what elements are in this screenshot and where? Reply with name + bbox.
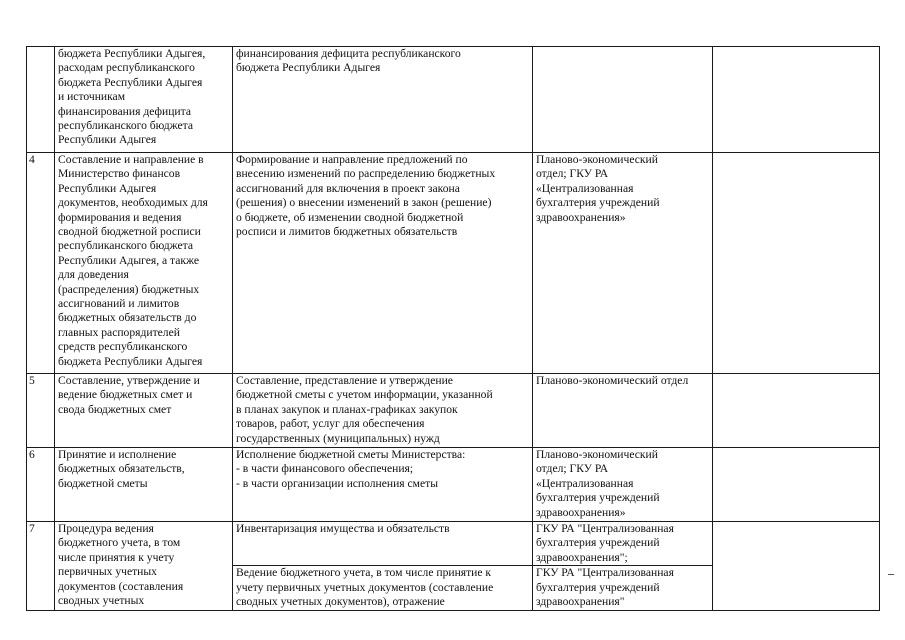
row-number-cell: 5: [27, 374, 55, 448]
responsible-cell: ГКУ РА "Централизованная бухгалтерия учреждений здравоохранения";: [533, 522, 713, 566]
content-cell: финансирования дефицита республиканского бюджета Республики Адыгея: [233, 47, 533, 153]
content-cell: Составление, представление и утверждение бюджетной сметы с учетом информации, указанной в планах закупок и планах-графиках закупок товаров, работ, услуг для обеспечения государственных (муниципальных) нужд: [233, 374, 533, 448]
responsible-cell: Планово-экономический отдел; ГКУ РА «Централизованная бухгалтерия учреждений здравоохранения»: [533, 448, 713, 522]
responsible-cell: Планово-экономический отдел: [533, 374, 713, 448]
extra-cell: [713, 448, 880, 522]
scan-artifact: [888, 574, 894, 575]
content-cell: Ведение бюджетного учета, в том числе принятие к учету первичных учетных документов (составление сводных учетных документов), отражение: [233, 566, 533, 611]
extra-cell: [713, 153, 880, 374]
row-number-cell: 4: [27, 153, 55, 374]
table-row: [27, 522, 880, 566]
table-row: [27, 448, 880, 522]
row-number-cell: 6: [27, 448, 55, 522]
row-number-cell: 7: [27, 522, 55, 611]
procedure-cell: Составление и направление в Министерство финансов Республики Адыгея документов, необходимых для формирования и ведения сводной бюджетной росписи республиканского бюджета Республики Адыгея, а также для доведения (распределения) бюджетных ассигнований и лимитов бюджетных обязательств до главных распорядителей средств республиканского бюджета Республики Адыгея: [55, 153, 233, 374]
table-row: [27, 153, 880, 374]
extra-cell: [713, 522, 880, 611]
extra-cell: [713, 374, 880, 448]
content-cell: Инвентаризация имущества и обязательств: [233, 522, 533, 566]
responsible-cell: [533, 47, 713, 153]
procedure-cell: Составление, утверждение и ведение бюджетных смет и свода бюджетных смет: [55, 374, 233, 448]
content-cell: Исполнение бюджетной сметы Министерства: - в части финансового обеспечения; - в части организации исполнения сметы: [233, 448, 533, 522]
table-row: [27, 47, 880, 153]
row-number-cell: [27, 47, 55, 153]
responsible-cell: ГКУ РА "Централизованная бухгалтерия учреждений здравоохранения": [533, 566, 713, 611]
procedure-cell: бюджета Республики Адыгея, расходам республиканского бюджета Республики Адыгея и источникам финансирования дефицита республиканского бюджета Республики Адыгея: [55, 47, 233, 153]
procedure-cell: Принятие и исполнение бюджетных обязательств, бюджетной сметы: [55, 448, 233, 522]
responsible-cell: Планово-экономический отдел; ГКУ РА «Централизованная бухгалтерия учреждений здравоохранения»: [533, 153, 713, 374]
table-row: [27, 374, 880, 448]
content-cell: Формирование и направление предложений по внесению изменений по распределению бюджетных ассигнований для включения в проект закона (решения) о внесении изменений в закон (решение) о бюджете, об изменении сводной бюджетной росписи и лимитов бюджетных обязательств: [233, 153, 533, 374]
procedures-table: [26, 46, 880, 611]
extra-cell: [713, 47, 880, 153]
procedure-cell: Процедура ведения бюджетного учета, в том числе принятия к учету первичных учетных документов (составления сводных учетных: [55, 522, 233, 611]
